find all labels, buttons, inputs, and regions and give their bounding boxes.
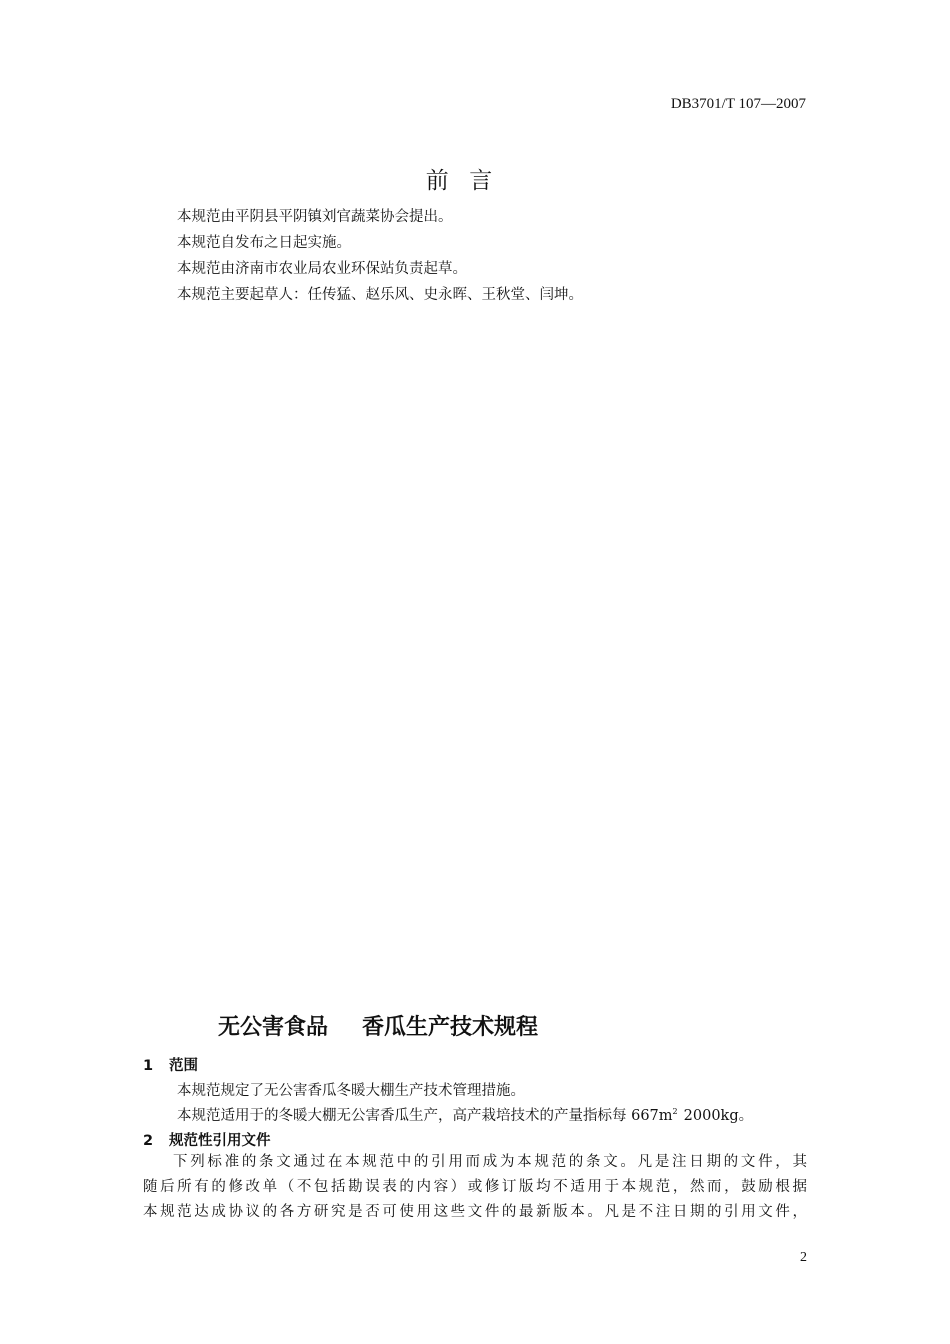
- paragraph-line: 随后所有的修改单（不包括勘误表的内容）或修订版均不适用于本规范，然而，鼓励根据: [143, 1179, 807, 1195]
- section-heading-text: 范围: [169, 1058, 198, 1074]
- section-heading-scope: [143, 1054, 198, 1075]
- scope-yield-text: 本规范适用于的冬暖大棚无公害香瓜生产，高产栽培技术的产量指标每 667m: [177, 1108, 673, 1124]
- foreword-line: 本规范由平阴县平阴镇刘官蔬菜协会提出。: [177, 209, 453, 225]
- section-number: 2: [143, 1133, 154, 1149]
- document-title: [218, 1010, 538, 1041]
- foreword-list: [177, 204, 583, 308]
- paragraph-line: 下列标准的条文通过在本规范中的引用而成为本规范的条文。凡是注日期的文件，其: [173, 1154, 807, 1170]
- scope-paragraph: 本规范规定了无公害香瓜冬暖大棚生产技术管理措施。: [177, 1083, 525, 1099]
- document-title-part2: 香瓜生产技术规程: [362, 1015, 539, 1040]
- references-paragraph: [143, 1150, 807, 1225]
- superscript: 2: [672, 1107, 678, 1116]
- foreword-line: 本规范主要起草人：任传猛、赵乐风、史永晖、王秋堂、闫坤。: [177, 287, 583, 303]
- scope-paragraph-yield: [177, 1104, 753, 1125]
- yield-value: 2000kg。: [683, 1108, 754, 1124]
- section-heading-text: 规范性引用文件: [169, 1133, 271, 1149]
- section-heading-references: [143, 1129, 271, 1150]
- paragraph-line: 本规范达成协议的各方研究是否可使用这些文件的最新版本。凡是不注日期的引用文件，: [143, 1204, 807, 1220]
- document-title-part1: 无公害食品: [218, 1015, 329, 1040]
- page-number: 2: [800, 1250, 807, 1265]
- foreword-title: 前 言: [425, 168, 495, 194]
- standard-code: DB3701/T 107—2007: [670, 96, 806, 112]
- section-number: 1: [143, 1058, 154, 1074]
- foreword-line: 本规范自发布之日起实施。: [177, 235, 351, 251]
- foreword-line: 本规范由济南市农业局农业环保站负责起草。: [177, 261, 467, 277]
